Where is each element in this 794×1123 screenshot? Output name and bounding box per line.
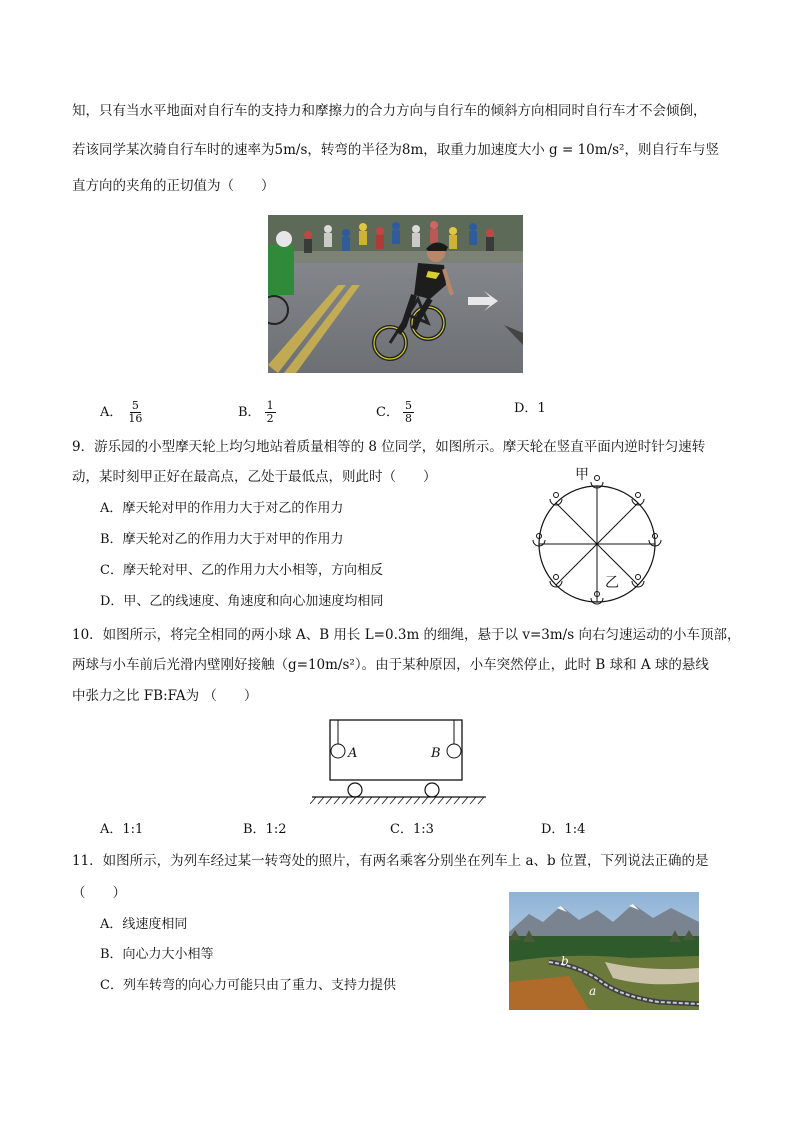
q9-line-2: 动，某时刻甲正好在最高点，乙处于最低点，则此时（ ） bbox=[72, 469, 437, 485]
q9-option-a[interactable]: A．摩天轮对甲的作用力大于对乙的作用力 bbox=[100, 501, 344, 516]
q8-option-d-label: D． bbox=[514, 401, 538, 416]
q10-option-c[interactable]: C．1:3 bbox=[390, 822, 434, 837]
label-yi: 乙 bbox=[605, 575, 619, 591]
q8-line-1: 知，只有当水平地面对自行车的支持力和摩擦力的合力方向与自行车的倾斜方向相同时自行车才不会倾倒， bbox=[72, 103, 707, 119]
q9-option-c[interactable]: C．摩天轮对甲、乙的作用力大小相等，方向相反 bbox=[100, 563, 383, 578]
q11-line-1: 11．如图所示，为列车经过某一转弯处的照片，有两名乘客分别坐在列车上 a、b 位置，下列说法正确的是 bbox=[72, 853, 709, 869]
q8-option-a[interactable] bbox=[100, 400, 144, 425]
denominator: 8 bbox=[404, 412, 412, 425]
q8-option-a-fraction bbox=[126, 400, 144, 425]
cyclist-photo bbox=[268, 215, 523, 373]
label-a: A bbox=[348, 746, 358, 761]
q11-option-c[interactable]: C．列车转弯的向心力可能只由了重力、支持力提供 bbox=[100, 978, 396, 993]
q11-option-b[interactable]: B．向心力大小相等 bbox=[100, 947, 214, 962]
q10-line-1: 10．如图所示，将完全相同的两小球 A、B 用长 L=0.3m 的细绳，悬于以 v=3m/s 向右匀速运动的小车顶部， bbox=[72, 627, 741, 643]
ferris-wheel-diagram bbox=[525, 464, 675, 614]
q9-line-1: 9．游乐园的小型摩天轮上均匀地站着质量相等的 8 位同学，如图所示。摩天轮在竖直平面内逆时针匀速转 bbox=[72, 439, 706, 455]
label-a-train: a bbox=[589, 984, 597, 998]
label-b-train: b bbox=[561, 954, 569, 968]
q9-option-b[interactable]: B．摩天轮对乙的作用力大于对甲的作用力 bbox=[100, 532, 344, 547]
q8-line-3: 直方向的夹角的正切值为（ ） bbox=[72, 178, 275, 194]
q8-option-c-label: C． bbox=[376, 405, 399, 420]
denominator: 2 bbox=[266, 412, 274, 425]
q8-option-c-fraction bbox=[403, 400, 414, 425]
q8-option-c[interactable] bbox=[376, 400, 414, 425]
q8-option-b-fraction bbox=[265, 400, 276, 425]
q10-line-3: 中张力之比 FB:FA为 （ ） bbox=[72, 688, 258, 704]
q10-option-a[interactable]: A．1:1 bbox=[100, 822, 144, 837]
label-jia: 甲 bbox=[575, 467, 589, 483]
q10-option-b[interactable]: B．1:2 bbox=[243, 822, 287, 837]
q11-line-2: （ ） bbox=[72, 885, 126, 901]
q8-line-2: 若该同学某次骑自行车时的速率为5m/s，转弯的半径为8m，取重力加速度大小 g = 10m/s²，则自行车与竖 bbox=[72, 142, 719, 158]
numerator: 1 bbox=[266, 399, 274, 412]
q10-option-d[interactable]: D．1:4 bbox=[541, 822, 586, 837]
cart-diagram bbox=[310, 718, 490, 808]
denominator: 16 bbox=[128, 412, 143, 425]
q8-option-d[interactable] bbox=[514, 400, 546, 418]
numerator: 5 bbox=[404, 399, 412, 412]
q11-option-a[interactable]: A．线速度相同 bbox=[100, 917, 188, 932]
q8-option-a-label: A． bbox=[100, 405, 123, 420]
q8-option-b[interactable] bbox=[238, 400, 276, 425]
q10-line-2: 两球与小车前后光滑内壁刚好接触（g=10m/s²）。由于某种原因，小车突然停止，此时 B 球和 A 球的悬线 bbox=[72, 657, 709, 673]
q9-option-d[interactable]: D．甲、乙的线速度、角速度和向心加速度均相同 bbox=[100, 594, 384, 609]
numerator: 5 bbox=[131, 399, 139, 412]
q8-option-b-label: B． bbox=[238, 405, 261, 420]
train-photo bbox=[509, 892, 699, 1010]
label-b: B bbox=[431, 746, 441, 761]
q8-option-d-value: 1 bbox=[537, 401, 546, 416]
